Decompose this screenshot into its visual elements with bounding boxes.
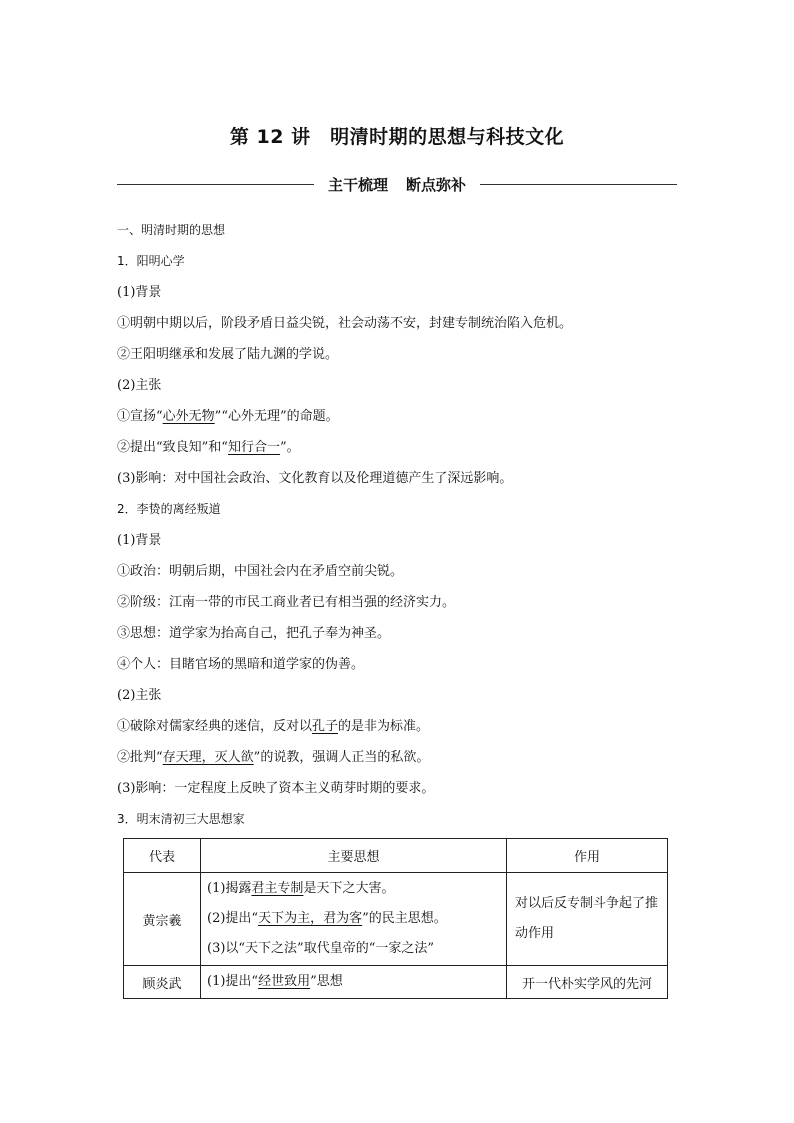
text-segment: ①宣扬“ (117, 409, 163, 424)
subsection-heading-li: 2．李贽的离经叛道 (117, 502, 221, 516)
paragraph (117, 711, 677, 742)
table-cell-role: 开一代朴实学风的先河 (507, 966, 668, 999)
table-row (124, 966, 668, 999)
banner-rule-left (117, 184, 314, 185)
paragraph: ②阶级：江南一带的市民工商业者已有相当强的经济实力。 (117, 595, 456, 610)
table-header-cell: 主要思想 (201, 839, 507, 873)
section-banner (117, 172, 677, 196)
idea-line (207, 874, 505, 904)
main-content (117, 215, 677, 835)
text-segment: (1)提出“ (207, 974, 259, 989)
underlined-term: 知行合一 (227, 440, 280, 455)
paragraph: ②王阳明继承和发展了陆九渊的学说。 (117, 347, 339, 362)
paragraph: ③思想：道学家为抬高自己，把孔子奉为神圣。 (117, 626, 391, 641)
section-heading: 一、明清时期的思想 (117, 223, 226, 237)
text-segment: (2)提出“ (207, 911, 259, 926)
table-cell-ideas (201, 966, 507, 999)
subsection-heading-wang: 1．阳明心学 (117, 254, 185, 268)
paragraph: ④个人：目睹官场的黑暗和道学家的伪善。 (117, 657, 365, 672)
underlined-term: 存天理，灭人欲 (162, 750, 254, 765)
text-segment: ”的民主思想。 (362, 911, 447, 926)
text-segment: ”的说教，强调人正当的私欲。 (253, 750, 430, 765)
table-row (124, 873, 668, 966)
idea-line: (3)以“天下之法”取代皇帝的“一家之法” (207, 941, 434, 956)
table-cell-role (507, 873, 668, 966)
text-segment: ②提出“致良知”和“ (117, 440, 228, 455)
underlined-term: 天下为主，君为客 (258, 911, 363, 926)
paragraph (117, 432, 677, 463)
paragraph: ①政治：明朝后期，中国社会内在矛盾空前尖锐。 (117, 564, 404, 579)
role-text: 对以后反专制斗争起了推动作用 (515, 896, 659, 941)
table-header-cell: 代表 (124, 839, 201, 873)
paragraph (117, 401, 677, 432)
text-segment: ”思想 (310, 974, 343, 989)
banner-right-label: 断点弥补 (406, 175, 467, 194)
paragraph: ①明朝中期以后，阶段矛盾日益尖锐，社会动荡不安，封建专制统治陷入危机。 (117, 316, 573, 331)
underlined-term: 君主专制 (251, 881, 304, 896)
lesson-title: 第 12 讲 明清时期的思想与科技文化 (229, 126, 565, 148)
idea-line (207, 904, 505, 934)
table-cell-ideas (201, 873, 507, 966)
paragraph: (3)影响：一定程度上反映了资本主义萌芽时期的要求。 (117, 781, 435, 796)
banner-text (314, 174, 480, 195)
text-segment: (1)揭露 (207, 881, 252, 896)
underlined-term: 心外无物 (162, 409, 215, 424)
text-segment: ②批判“ (117, 750, 163, 765)
subsection-heading-thinkers: 3．明末清初三大思想家 (117, 812, 245, 826)
underlined-term: 孔子 (312, 719, 339, 734)
background-label: (1)背景 (117, 533, 162, 548)
table-cell-representative: 黄宗羲 (124, 873, 201, 966)
idea-line (207, 967, 505, 997)
banner-left-label: 主干梳理 (327, 175, 388, 194)
text-segment: 的是非为标准。 (338, 719, 430, 734)
banner-rule-right (480, 184, 677, 185)
text-segment: ”。 (279, 440, 300, 455)
thinkers-table (123, 838, 668, 999)
underlined-term: 经世致用 (258, 974, 311, 989)
table-cell-representative: 顾炎武 (124, 966, 201, 999)
text-segment: ①破除对儒家经典的迷信，反对以 (117, 719, 313, 734)
background-label: (1)背景 (117, 285, 162, 300)
view-label: (2)主张 (117, 378, 162, 393)
text-segment: ”“心外无理”的命题。 (214, 409, 339, 424)
table-header-row (124, 839, 668, 873)
view-label: (2)主张 (117, 688, 162, 703)
table-header-cell: 作用 (507, 839, 668, 873)
paragraph (117, 742, 677, 773)
text-segment: 是天下之大害。 (303, 881, 395, 896)
paragraph: (3)影响：对中国社会政治、文化教育以及伦理道德产生了深远影响。 (117, 471, 513, 486)
